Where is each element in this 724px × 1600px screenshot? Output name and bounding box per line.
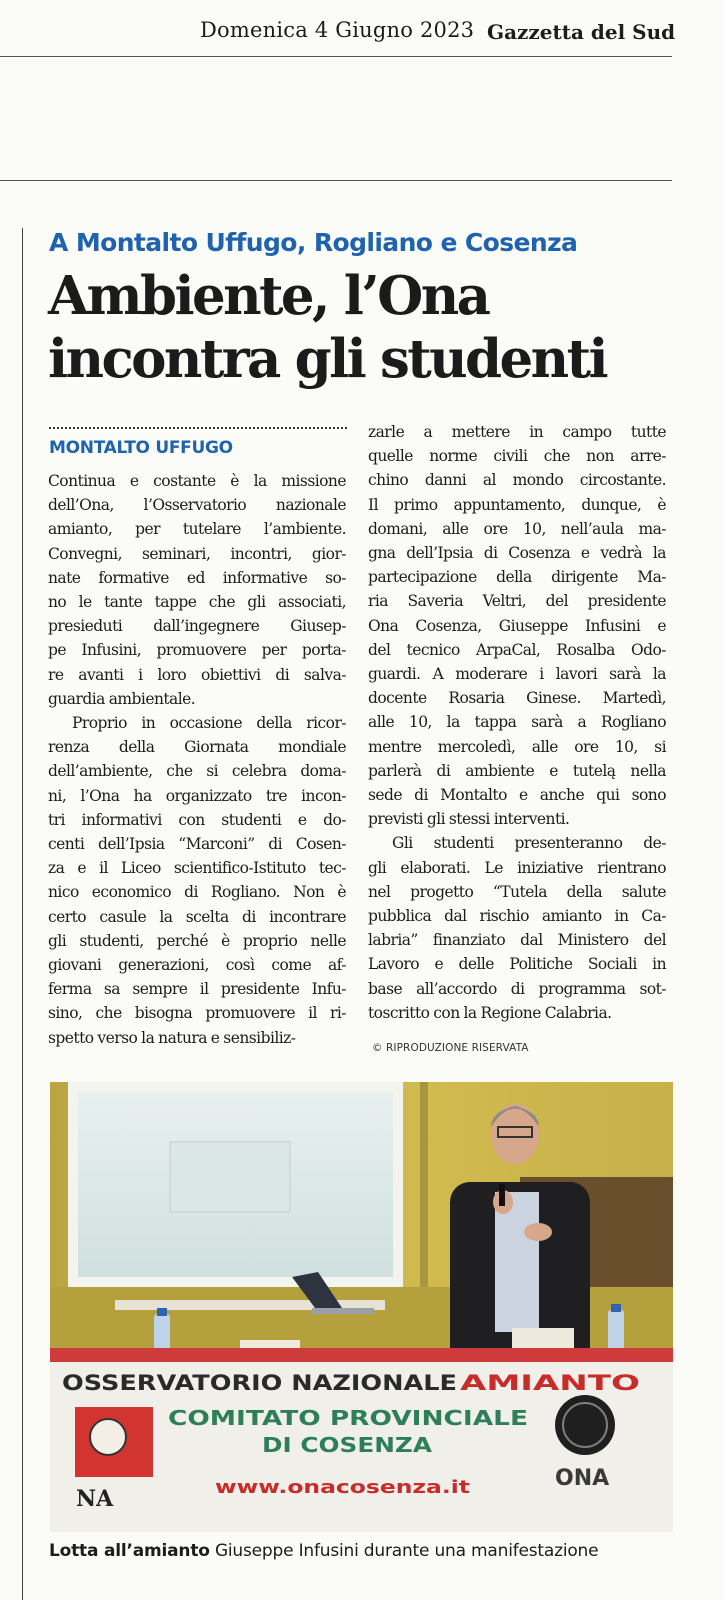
- article-text-line: previsti gli stessi interventi.: [368, 810, 570, 829]
- photo-caption: [49, 1541, 598, 1561]
- article-text-line: sino, che bisogna promuovere il ri-: [48, 1004, 346, 1023]
- article-text-line: certo casule la scelta di incontrare: [48, 907, 346, 926]
- dotted-separator: [49, 427, 347, 429]
- caption-text: Giuseppe Infusini durante una manifestazione: [209, 1541, 599, 1561]
- banner-url: www.onacosenza.it: [215, 1477, 471, 1498]
- header-rule: [0, 56, 672, 57]
- headline-line-2: incontra gli studenti: [48, 328, 606, 390]
- article-text-line: labria” finanziato dal Ministero del: [368, 931, 666, 950]
- article-text-line: Convegni, seminari, incontri, gior-: [48, 544, 346, 563]
- article-text-line: presieduti dall’ingegnere Giusep-: [48, 617, 346, 636]
- article-text-line: Continua e costante è la missione: [48, 472, 346, 490]
- article-text-line: spetto verso la natura e sensibiliz-: [48, 1028, 296, 1047]
- article-text-line: ferma sa sempre il presidente Infu-: [48, 980, 346, 999]
- article-text-line: dell’ambiente, che si celebra doma-: [48, 762, 346, 781]
- newspaper-name: Gazzetta del Sud: [487, 20, 676, 44]
- article-photo: [50, 1082, 673, 1532]
- banner-line-2: COMITATO PROVINCIALE: [168, 1406, 528, 1430]
- article-text-line: parlerà di ambiente e tutelą nella: [368, 761, 666, 780]
- article-text-line: ria Saveria Veltri, del presidente: [368, 592, 666, 611]
- article-text-line: tri informativi con studenti e do-: [48, 810, 346, 829]
- article-text-line: Ona Cosenza, Giuseppe Infusini e: [368, 616, 666, 635]
- article-text-line: no le tante tappe che gli associati,: [48, 593, 346, 612]
- article-text-line: nico economico di Rogliano. Non è: [48, 883, 346, 902]
- article-text-line: dell’Ona, l’Osservatorio nazionale: [48, 496, 346, 515]
- article-text-line: Gli studenti presenteranno de-: [392, 834, 666, 853]
- article-text-line: renza della Giornata mondiale: [48, 738, 346, 757]
- article-text-line: pe Infusini, promuovere per porta-: [48, 641, 346, 660]
- article-text-line: nel progetto “Tutela della salute: [368, 882, 666, 901]
- article-text-line: chino danni al mondo circostante.: [368, 471, 666, 490]
- header-date: Domenica 4 Giugno 2023: [200, 18, 475, 42]
- article-text-line: base all’accordo di programma sot-: [368, 979, 666, 998]
- article-text-line: partecipazione della dirigente Ma-: [368, 568, 666, 587]
- article-text-line: del tecnico ArpaCal, Rosalba Odo-: [368, 640, 666, 659]
- banner-line-3: DI COSENZA: [262, 1433, 433, 1457]
- article-text-line: giovani generazioni, così come af-: [48, 956, 346, 975]
- article-text-line: alle 10, la tappa sarà a Rogliano: [368, 713, 666, 732]
- banner-line-1: OSSERVATORIO NAZIONALE: [62, 1371, 457, 1395]
- article-text-line: za e il Liceo scientifico-Istituto tec-: [48, 859, 346, 878]
- article-text-line: toscritto con la Regione Calabria.: [368, 1003, 612, 1022]
- article-kicker: A Montalto Uffugo, Rogliano e Cosenza: [49, 228, 578, 257]
- article-text-line: guardia ambientale.: [48, 689, 196, 708]
- top-section-rule: [0, 180, 672, 181]
- ona-logo-right: [555, 1395, 615, 1491]
- article-text-line: mentre mercoledì, alle ore 10, si: [368, 737, 666, 756]
- article-text-line: gli studenti, perché è proprio nelle: [48, 931, 346, 950]
- left-logo-text: NA: [76, 1486, 114, 1512]
- photo-illustration: [50, 1082, 673, 1532]
- article-text-line: gna dell’Ipsia di Cosenza e vedrà la: [368, 544, 666, 563]
- article-text-line: Lavoro e delle Politiche Sociali in: [368, 955, 666, 974]
- article-column-2: [368, 420, 666, 1025]
- right-logo-text: ONA: [555, 1466, 610, 1491]
- article-text-line: sede di Montalto e anche qui sono: [368, 786, 666, 805]
- article-text-line: zarle a mettere in campo tutte: [368, 423, 666, 441]
- article-text-line: Il primo appuntamento, dunque, è: [368, 495, 666, 514]
- article-text-line: guardi. A moderare i lavori sarà la: [368, 665, 666, 684]
- article-column-1: [48, 469, 346, 1050]
- article-text-line: gli elaborati. Le iniziative rientrano: [368, 858, 666, 877]
- projected-slide: [170, 1142, 290, 1212]
- article-text-line: pubblica dal rischio amianto in Ca-: [368, 907, 666, 926]
- article-text-line: amianto, per tutelare l’ambiente.: [48, 520, 346, 539]
- article-text-line: quelle norme civili che non arre-: [368, 447, 666, 466]
- article-text-line: Proprio in occasione della ricor-: [72, 714, 346, 733]
- caption-bold: Lotta all’amianto: [49, 1541, 210, 1561]
- article-text-line: docente Rosaria Ginese. Martedì,: [368, 689, 666, 708]
- article-text-line: domani, alle ore 10, nell’aula ma-: [368, 519, 666, 538]
- article-text-line: nate formative ed informative so-: [48, 568, 346, 587]
- article-text-line: ni, l’Ona ha organizzato tre incon-: [48, 786, 346, 805]
- copyright-notice: © RIPRODUZIONE RISERVATA: [372, 1042, 529, 1054]
- article-dateline: MONTALTO UFFUGO: [49, 438, 233, 458]
- article-text-line: re avanti i loro obiettivi di salva-: [48, 665, 346, 684]
- banner-line-1-accent: AMIANTO: [460, 1371, 640, 1395]
- headline-line-1: Ambiente, l’Ona: [48, 265, 489, 327]
- article-headline: [48, 265, 688, 391]
- article-text-line: centi dell’Ipsia “Marconi” di Cosen-: [48, 835, 346, 854]
- left-page-rule: [22, 228, 23, 1600]
